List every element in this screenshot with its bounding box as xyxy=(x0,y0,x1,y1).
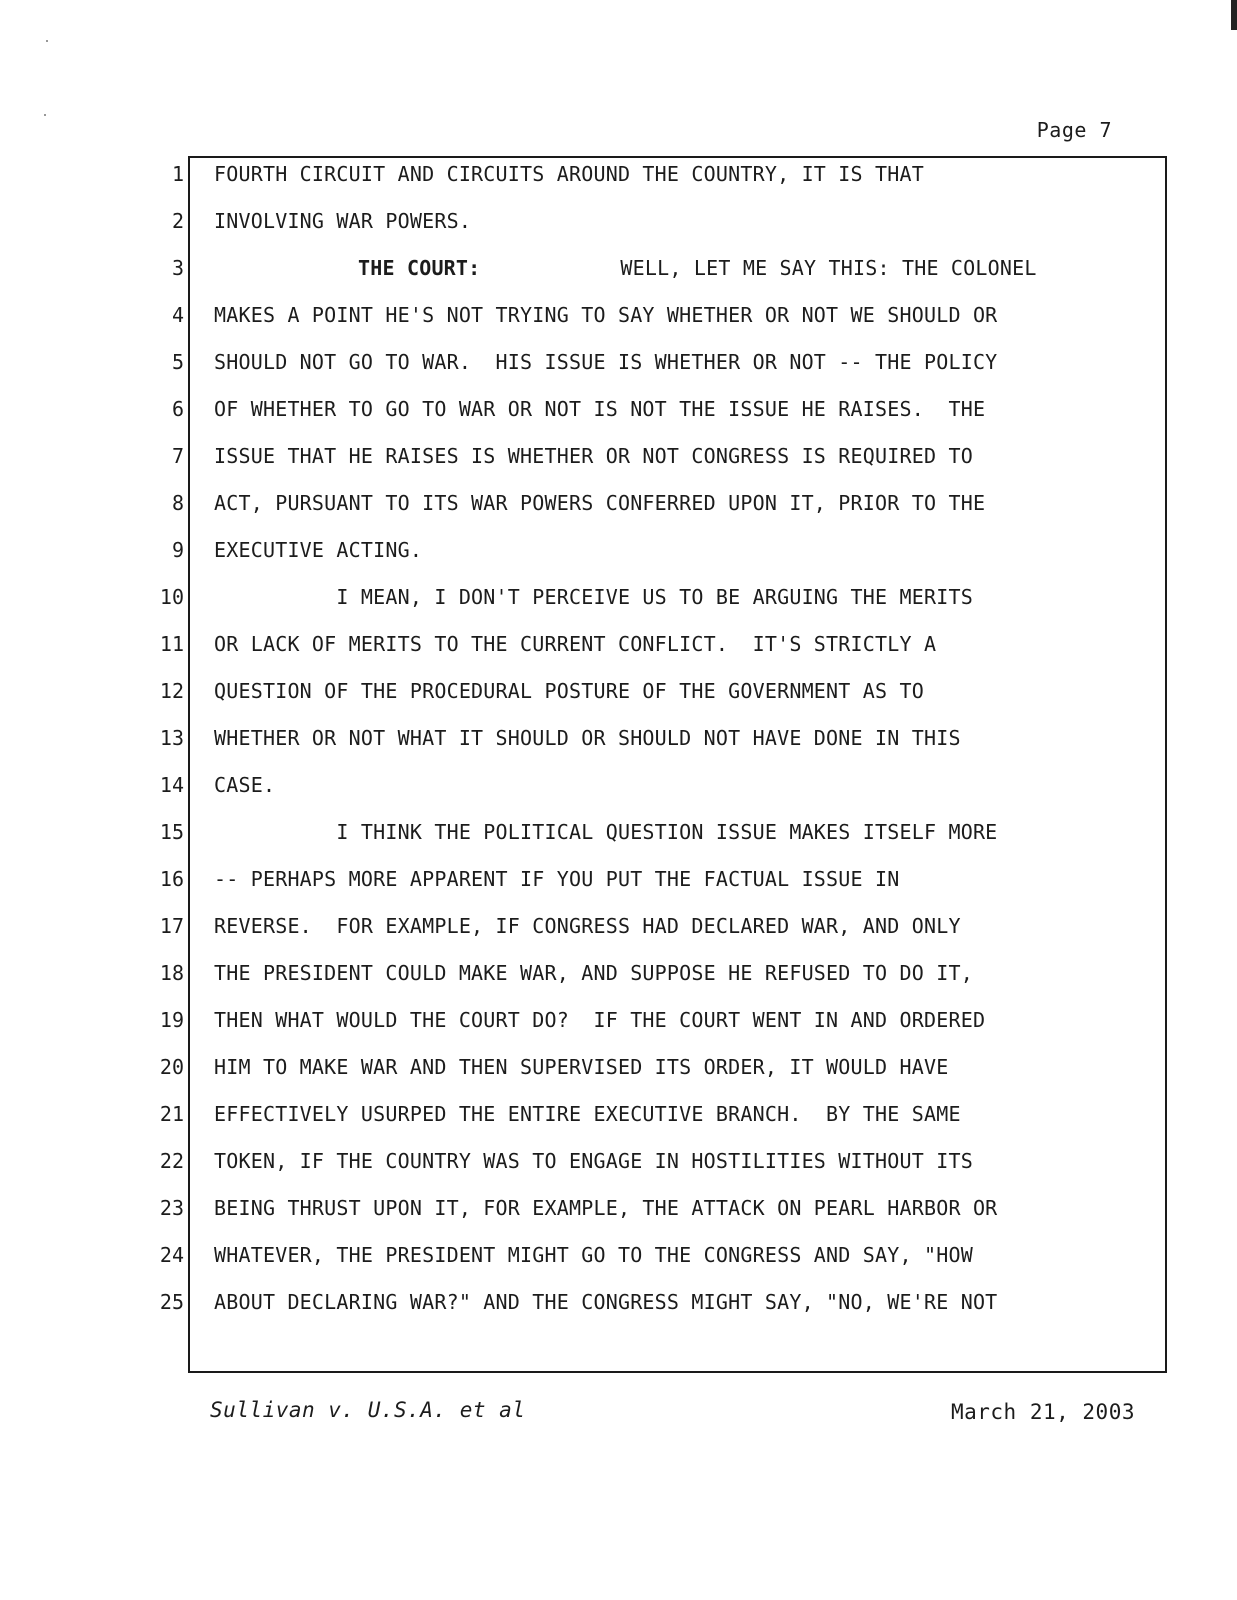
line-number: 10 xyxy=(159,585,184,609)
line-number: 9 xyxy=(171,538,184,562)
transcript-line: FOURTH CIRCUIT AND CIRCUITS AROUND THE COUNTRY, IT IS THAT xyxy=(214,162,924,186)
line-number: 21 xyxy=(159,1102,184,1126)
line-number: 18 xyxy=(159,961,184,985)
page-number: Page 7 xyxy=(1036,118,1112,142)
transcript-line: INVOLVING WAR POWERS. xyxy=(214,209,472,233)
transcript-line: REVERSE. FOR EXAMPLE, IF CONGRESS HAD DECLARED WAR, AND ONLY xyxy=(214,914,961,938)
line-number: 3 xyxy=(171,256,184,280)
transcript-line: EXECUTIVE ACTING. xyxy=(214,538,423,562)
line-number: 19 xyxy=(159,1008,184,1032)
line-number: 17 xyxy=(159,914,184,938)
transcript-line: EFFECTIVELY USURPED THE ENTIRE EXECUTIVE BRANCH. BY THE SAME xyxy=(214,1102,961,1126)
transcript-line: MAKES A POINT HE'S NOT TRYING TO SAY WHETHER OR NOT WE SHOULD OR xyxy=(214,303,998,327)
transcript-line: QUESTION OF THE PROCEDURAL POSTURE OF THE GOVERNMENT AS TO xyxy=(214,679,924,703)
scan-speck xyxy=(46,40,48,42)
line-number: 14 xyxy=(159,773,184,797)
line-number: 13 xyxy=(159,726,184,750)
transcript-line: OF WHETHER TO GO TO WAR OR NOT IS NOT THE ISSUE HE RAISES. THE xyxy=(214,397,986,421)
line-number: 1 xyxy=(171,162,184,186)
transcript-line: TOKEN, IF THE COUNTRY WAS TO ENGAGE IN HOSTILITIES WITHOUT ITS xyxy=(214,1149,973,1173)
transcript-box xyxy=(188,156,1167,1373)
transcript-line: ABOUT DECLARING WAR?" AND THE CONGRESS MIGHT SAY, "NO, WE'RE NOT xyxy=(214,1290,998,1314)
line-number: 22 xyxy=(159,1149,184,1173)
transcript-line xyxy=(214,253,1159,283)
transcript-line: THEN WHAT WOULD THE COURT DO? IF THE COURT WENT IN AND ORDERED xyxy=(214,1008,986,1032)
speaker-text: WELL, LET ME SAY THIS: THE COLONEL xyxy=(620,256,1037,280)
line-number: 12 xyxy=(159,679,184,703)
transcript-line: WHETHER OR NOT WHAT IT SHOULD OR SHOULD NOT HAVE DONE IN THIS xyxy=(214,726,961,750)
line-number: 6 xyxy=(171,397,184,421)
speaker-label: THE COURT: xyxy=(358,256,481,280)
line-number: 23 xyxy=(159,1196,184,1220)
line-number: 8 xyxy=(171,491,184,515)
transcript-line: -- PERHAPS MORE APPARENT IF YOU PUT THE FACTUAL ISSUE IN xyxy=(214,867,900,891)
line-number: 2 xyxy=(171,209,184,233)
transcript-line: I MEAN, I DON'T PERCEIVE US TO BE ARGUING THE MERITS xyxy=(214,585,973,609)
transcript-line: ISSUE THAT HE RAISES IS WHETHER OR NOT CONGRESS IS REQUIRED TO xyxy=(214,444,973,468)
hearing-date: March 21, 2003 xyxy=(950,1400,1135,1424)
transcript-line: WHATEVER, THE PRESIDENT MIGHT GO TO THE CONGRESS AND SAY, "HOW xyxy=(214,1243,973,1267)
transcript-line: OR LACK OF MERITS TO THE CURRENT CONFLICT. IT'S STRICTLY A xyxy=(214,632,937,656)
transcript-line: THE PRESIDENT COULD MAKE WAR, AND SUPPOSE HE REFUSED TO DO IT, xyxy=(214,961,973,985)
transcript-line: SHOULD NOT GO TO WAR. HIS ISSUE IS WHETHER OR NOT -- THE POLICY xyxy=(214,350,998,374)
line-number: 16 xyxy=(159,867,184,891)
transcript-line: BEING THRUST UPON IT, FOR EXAMPLE, THE ATTACK ON PEARL HARBOR OR xyxy=(214,1196,998,1220)
line-number: 25 xyxy=(159,1290,184,1314)
line-number: 15 xyxy=(159,820,184,844)
case-caption: Sullivan v. U.S.A. et al xyxy=(210,1398,526,1422)
line-number: 20 xyxy=(159,1055,184,1079)
transcript-line: I THINK THE POLITICAL QUESTION ISSUE MAKES ITSELF MORE xyxy=(214,820,998,844)
transcript-line: HIM TO MAKE WAR AND THEN SUPERVISED ITS ORDER, IT WOULD HAVE xyxy=(214,1055,949,1079)
transcript-line: ACT, PURSUANT TO ITS WAR POWERS CONFERRED UPON IT, PRIOR TO THE xyxy=(214,491,986,515)
scan-edge-mark xyxy=(1231,0,1237,30)
line-number: 4 xyxy=(171,303,184,327)
line-number: 24 xyxy=(159,1243,184,1267)
line-number: 11 xyxy=(159,632,184,656)
line-number: 5 xyxy=(171,350,184,374)
transcript-line: CASE. xyxy=(214,773,276,797)
scan-speck xyxy=(44,114,46,116)
line-number: 7 xyxy=(171,444,184,468)
